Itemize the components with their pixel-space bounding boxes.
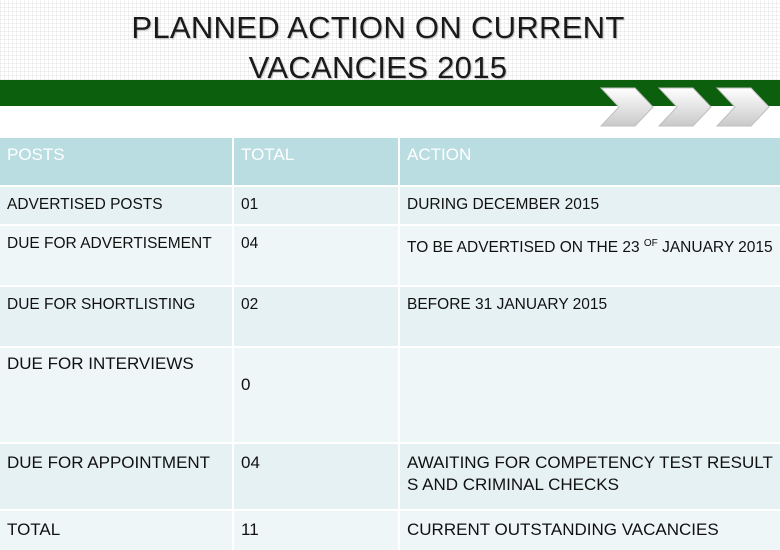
header-action: ACTION <box>399 138 780 186</box>
chevron-arrow-icon <box>717 88 769 126</box>
table-row <box>0 286 780 347</box>
table-row <box>0 443 780 510</box>
total-cell: 11 <box>233 510 399 550</box>
total-cell: 02 <box>233 286 399 347</box>
table-header-row <box>0 138 780 186</box>
vacancies-table <box>0 138 780 550</box>
header-posts: POSTS <box>0 138 233 186</box>
post-cell: DUE FOR INTERVIEWS <box>0 347 233 443</box>
action-text: TO BE ADVERTISED ON THE 23 <box>407 239 640 257</box>
total-cell: 04 <box>233 443 399 510</box>
action-cell: AWAITING FOR COMPETENCY TEST RESULT S AND CRIMINAL CHECKS <box>399 443 780 510</box>
action-cell: DURING DECEMBER 2015 <box>399 186 780 225</box>
slide-title <box>0 8 756 88</box>
post-cell: ADVERTISED POSTS <box>0 186 233 225</box>
action-text-end: JANUARY 2015 <box>657 239 773 257</box>
total-cell: 0 <box>233 347 399 443</box>
post-cell: TOTAL <box>0 510 233 550</box>
action-cell <box>399 225 780 286</box>
post-cell: DUE FOR APPOINTMENT <box>0 443 233 510</box>
table-row <box>0 186 780 225</box>
chevron-decoration <box>595 82 780 132</box>
chevron-arrow-icon <box>659 88 711 126</box>
action-cell: CURRENT OUTSTANDING VACANCIES <box>399 510 780 550</box>
post-cell: DUE FOR ADVERTISEMENT <box>0 225 233 286</box>
post-cell: DUE FOR SHORTLISTING <box>0 286 233 347</box>
chevron-arrow-icon <box>601 88 653 126</box>
total-cell: 04 <box>233 225 399 286</box>
action-cell <box>399 347 780 443</box>
table-row <box>0 510 780 550</box>
title-line-2: VACANCIES 2015 <box>248 50 508 85</box>
total-cell: 01 <box>233 186 399 225</box>
table-row <box>0 225 780 286</box>
table-row <box>0 347 780 443</box>
action-cell: BEFORE 31 JANUARY 2015 <box>399 286 780 347</box>
action-superscript: OF <box>643 238 658 249</box>
title-line-1: PLANNED ACTION ON CURRENT <box>131 10 625 45</box>
header-total: TOTAL <box>233 138 399 186</box>
